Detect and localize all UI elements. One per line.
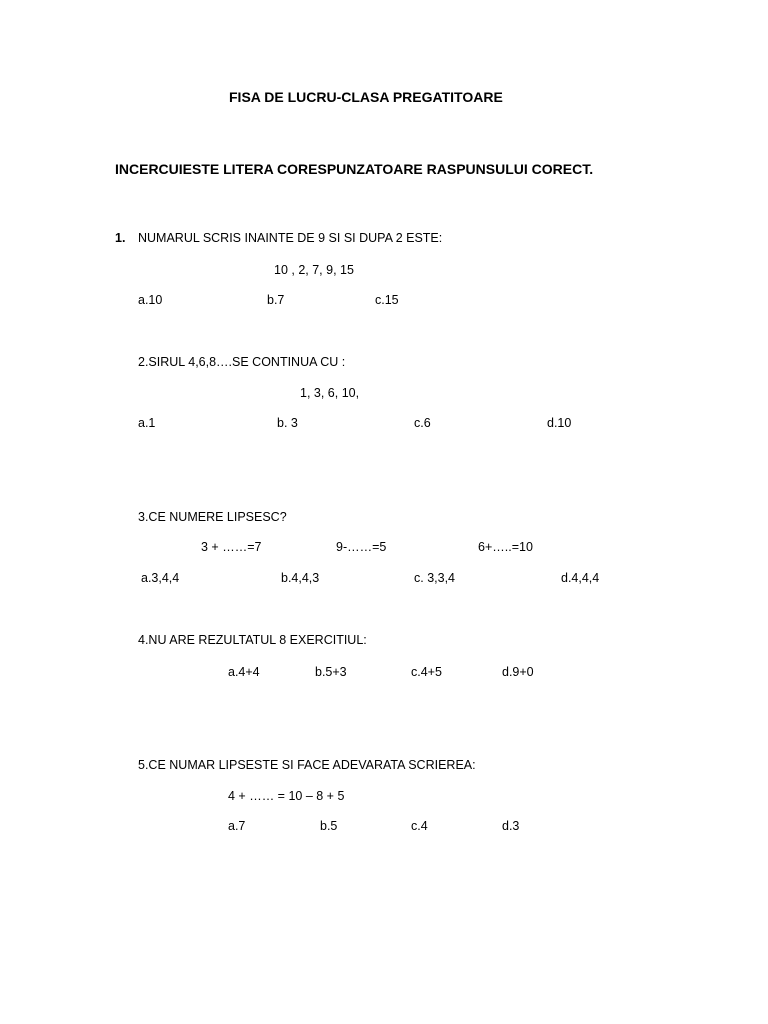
question-5-equation: 4 + …… = 10 – 8 + 5 bbox=[228, 789, 345, 803]
question-4-option-c[interactable]: c.4+5 bbox=[411, 665, 442, 679]
question-4-option-b[interactable]: b.5+3 bbox=[315, 665, 347, 679]
question-4-option-a[interactable]: a.4+4 bbox=[228, 665, 260, 679]
question-1-number: 1. bbox=[115, 231, 126, 245]
question-3-exercise-3: 6+…..=10 bbox=[478, 540, 533, 554]
question-2-option-d[interactable]: d.10 bbox=[547, 416, 572, 430]
question-3-text: 3.CE NUMERE LIPSESC? bbox=[138, 510, 287, 524]
question-5-text: 5.CE NUMAR LIPSESTE SI FACE ADEVARATA SCRIEREA: bbox=[138, 758, 476, 772]
question-1-option-b[interactable]: b.7 bbox=[267, 293, 285, 307]
question-5-option-a[interactable]: a.7 bbox=[228, 819, 246, 833]
question-1-text: NUMARUL SCRIS INAINTE DE 9 SI SI DUPA 2 ESTE: bbox=[138, 231, 443, 245]
question-5-option-b[interactable]: b.5 bbox=[320, 819, 338, 833]
question-5-option-d[interactable]: d.3 bbox=[502, 819, 520, 833]
question-1-option-c[interactable]: c.15 bbox=[375, 293, 399, 307]
question-2-option-b[interactable]: b. 3 bbox=[277, 416, 298, 430]
question-3-option-a[interactable]: a.3,4,4 bbox=[141, 571, 180, 585]
page-title: FISA DE LUCRU-CLASA PREGATITOARE bbox=[229, 89, 503, 105]
question-3-exercise-2: 9-……=5 bbox=[336, 540, 387, 554]
question-3-exercise-1: 3 + ……=7 bbox=[201, 540, 262, 554]
question-2-option-c[interactable]: c.6 bbox=[414, 416, 431, 430]
question-4-text: 4.NU ARE REZULTATUL 8 EXERCITIUL: bbox=[138, 633, 367, 647]
question-2-values: 1, 3, 6, 10, bbox=[300, 386, 360, 400]
question-2-text: 2.SIRUL 4,6,8….SE CONTINUA CU : bbox=[138, 355, 346, 369]
question-3-option-c[interactable]: c. 3,3,4 bbox=[414, 571, 455, 585]
instruction-text: INCERCUIESTE LITERA CORESPUNZATOARE RASPUNSULUI CORECT. bbox=[115, 161, 594, 177]
question-1-values: 10 , 2, 7, 9, 15 bbox=[274, 263, 354, 277]
question-4-option-d[interactable]: d.9+0 bbox=[502, 665, 534, 679]
question-1-option-a[interactable]: a.10 bbox=[138, 293, 163, 307]
question-3-option-d[interactable]: d.4,4,4 bbox=[561, 571, 600, 585]
question-2-option-a[interactable]: a.1 bbox=[138, 416, 156, 430]
question-5-option-c[interactable]: c.4 bbox=[411, 819, 428, 833]
question-3-option-b[interactable]: b.4,4,3 bbox=[281, 571, 320, 585]
